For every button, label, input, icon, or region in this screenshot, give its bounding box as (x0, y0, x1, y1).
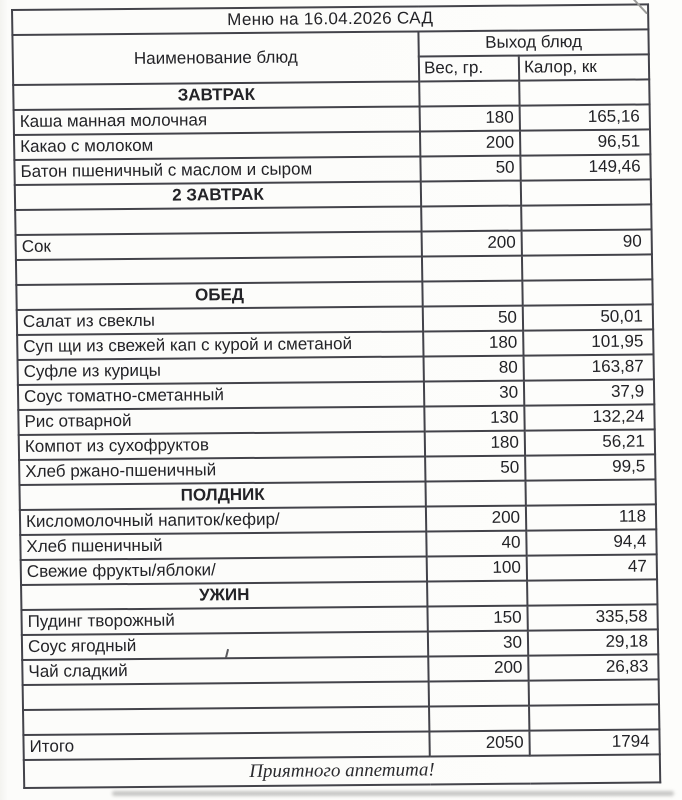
calories-cell (521, 179, 651, 205)
dish-name-cell: Кисломолочный напиток/кефир/ (20, 506, 426, 535)
calories-cell (527, 579, 657, 605)
dish-name-cell (16, 256, 422, 285)
section-title: 2 ЗАВТРАК (15, 181, 421, 210)
calories-cell: 29,18 (528, 629, 658, 655)
dish-name-cell: Рис отварной (18, 406, 424, 435)
dish-name-cell: Хлеб ржано-пшеничный (19, 456, 425, 485)
dish-name-cell: Пудинг творожный (21, 606, 427, 635)
page-title: Меню на 16.04.2026 САД (12, 4, 648, 35)
menu-sheet (11, 3, 661, 789)
weight-cell: 200 (422, 231, 522, 257)
dish-name-cell: Свежие фрукты/яблоки/ (21, 556, 427, 585)
dish-name-cell: Компот из сухофруктов (19, 431, 425, 460)
calories-cell: 1794 (529, 729, 659, 755)
calories-cell: 26,83 (528, 654, 658, 680)
dish-name-cell: Соус томатно-сметанный (18, 381, 424, 410)
weight-cell (427, 581, 527, 607)
weight-cell: 200 (428, 656, 528, 682)
dish-name-cell: Салат из свеклы (17, 306, 423, 335)
calories-cell (521, 204, 651, 230)
column-header-name: Наименование блюд (12, 31, 419, 85)
dish-name-cell: Чай сладкий (22, 656, 428, 685)
calories-cell: 50,01 (523, 304, 653, 330)
footer-row (24, 754, 660, 788)
calories-cell: 101,95 (523, 329, 653, 355)
weight-cell: 150 (427, 606, 527, 632)
calories-cell: 335,58 (527, 604, 657, 630)
section-title: ОБЕД (16, 281, 422, 310)
calories-cell: 96,51 (520, 129, 650, 155)
calories-cell: 56,21 (525, 429, 655, 455)
total-label-cell: Итого (23, 731, 429, 760)
dish-name-cell: Суфле из курицы (18, 356, 424, 385)
calories-cell: 132,24 (524, 404, 654, 430)
menu-table-header (12, 4, 649, 85)
calories-cell: 118 (526, 504, 656, 530)
calories-cell (522, 279, 652, 305)
section-title: УЖИН (21, 581, 427, 610)
weight-cell: 2050 (429, 731, 529, 757)
weight-cell (419, 81, 519, 107)
calories-cell (529, 679, 659, 705)
weight-cell: 180 (423, 331, 523, 357)
weight-cell (422, 281, 522, 307)
weight-cell: 200 (420, 131, 520, 157)
calories-cell: 149,46 (520, 154, 650, 180)
calories-cell: 99,5 (525, 454, 655, 480)
weight-cell: 50 (423, 306, 523, 332)
weight-cell (421, 206, 521, 232)
dish-name-cell: Какао с молоком (14, 131, 420, 160)
dish-name-cell (15, 206, 421, 235)
weight-cell (422, 256, 522, 282)
scan-artifact-smudge (112, 791, 674, 796)
weight-cell: 130 (424, 406, 524, 432)
weight-cell: 40 (426, 531, 526, 557)
weight-cell (421, 181, 521, 207)
weight-cell: 30 (424, 381, 524, 407)
calories-cell: 165,16 (520, 104, 650, 130)
menu-table (11, 3, 661, 789)
column-header-weight: Вес, гр. (419, 56, 519, 82)
weight-cell: 180 (420, 106, 520, 132)
dish-name-cell (23, 706, 429, 735)
dish-name-cell: Каша манная молочная (14, 106, 420, 135)
calories-cell: 90 (522, 229, 652, 255)
menu-table-body (13, 79, 660, 760)
weight-cell: 80 (424, 356, 524, 382)
weight-cell (429, 681, 529, 707)
dish-name-cell: Сок (16, 231, 422, 260)
column-header-output-group: Выход блюд (418, 29, 648, 56)
dish-name-cell: Суп щи из свежей кап с курой и сметаной (17, 331, 423, 360)
calories-cell (529, 704, 659, 730)
calories-cell: 163,87 (524, 354, 654, 380)
column-header-calories: Калор, кк (519, 54, 649, 80)
dish-name-cell: Хлеб пшеничный (20, 531, 426, 560)
dish-name-cell (23, 681, 429, 710)
weight-cell: 50 (420, 156, 520, 182)
weight-cell: 180 (425, 431, 525, 457)
dish-name-cell: Соус ягодный (22, 631, 428, 660)
calories-cell (519, 79, 649, 105)
calories-cell: 47 (527, 554, 657, 580)
calories-cell (525, 479, 655, 505)
section-title: ЗАВТРАК (13, 81, 419, 110)
dish-name-cell: Батон пшеничный с маслом и сыром (14, 156, 420, 185)
weight-cell (425, 481, 525, 507)
calories-cell: 94,4 (526, 529, 656, 555)
weight-cell: 50 (425, 456, 525, 482)
weight-cell (429, 706, 529, 732)
calories-cell (522, 254, 652, 280)
menu-table-footer (24, 754, 660, 788)
footer-note: Приятного аппетита! (24, 754, 660, 788)
weight-cell: 100 (427, 556, 527, 582)
calories-cell: 37,9 (524, 379, 654, 405)
weight-cell: 30 (428, 631, 528, 657)
section-title: ПОЛДНИК (19, 481, 425, 510)
weight-cell: 200 (426, 506, 526, 532)
